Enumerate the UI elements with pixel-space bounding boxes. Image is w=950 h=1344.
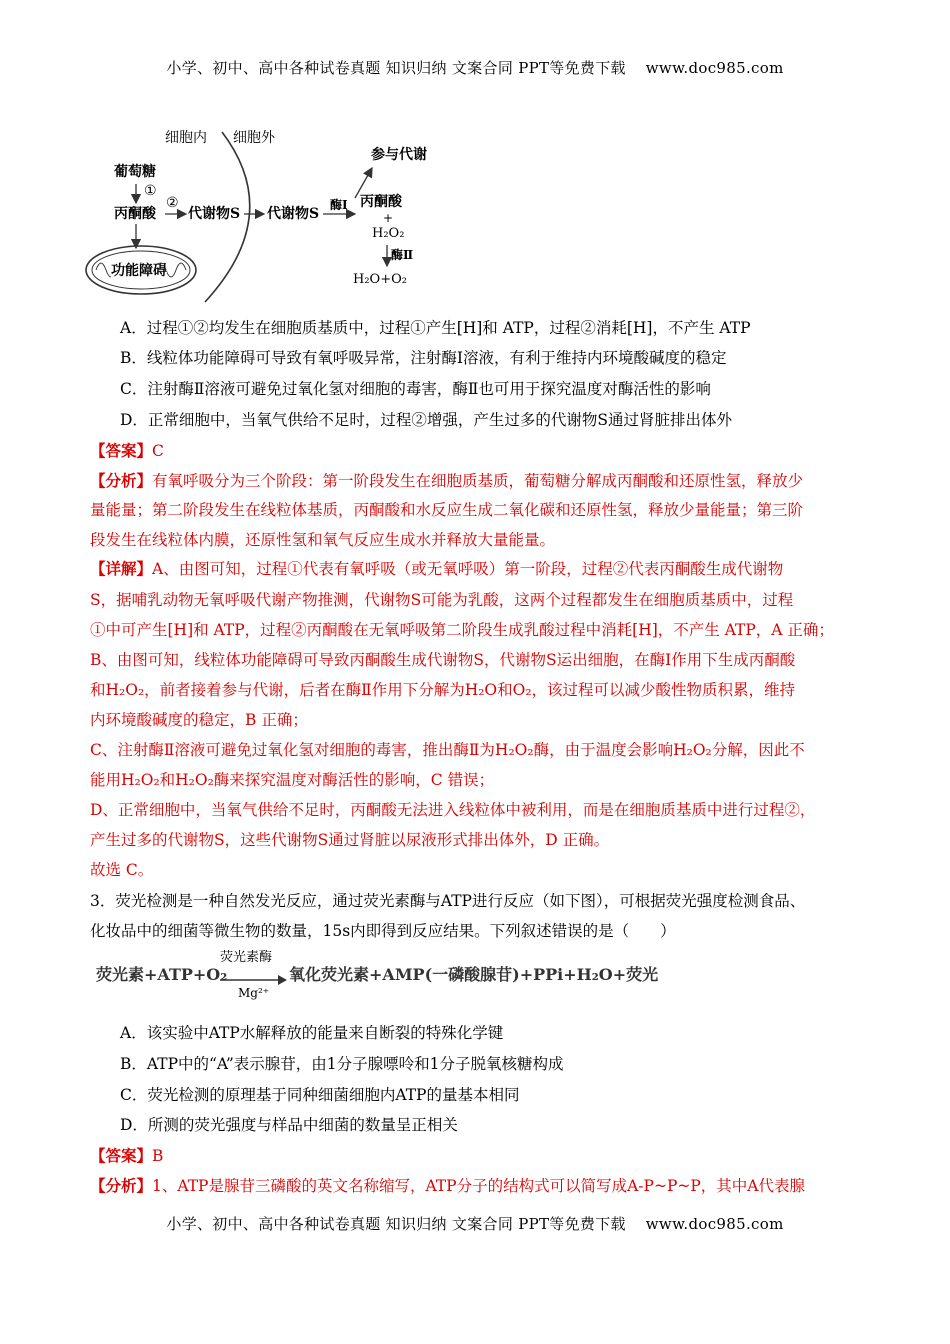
label-metabolite-out: 代谢物S [267, 206, 320, 222]
label-inside: 细胞内 [165, 130, 207, 146]
label-h2o2: H₂O₂ [372, 226, 405, 241]
label-plus: + [383, 211, 394, 225]
q2-detail-line: D、正常细胞中，当氧气供给不足时，丙酮酸无法进入线粒体中被利用，而是在细胞质基质中进行过程②， [90, 801, 816, 819]
label-products: H₂O+O₂ [353, 272, 407, 287]
q3-stem-line: 化妆品中的细菌等微生物的数量，15s内即得到反应结果。下列叙述错误的是（ ） [90, 922, 676, 940]
q2-option-a: A．过程①②均发生在细胞质基质中，过程①产生[H]和 ATP，过程②消耗[H]，不产生 ATP [120, 319, 751, 337]
q2-detail-line: C、注射酶Ⅱ溶液可避免过氧化氢对细胞的毒害，推出酶Ⅱ为H₂O₂酶，由于温度会影响H₂O₂分解，因此不 [90, 741, 805, 759]
label-metabolite-in: 代谢物S [188, 206, 241, 222]
q3-option-b: B．ATP中的“A”表示腺苷，由1分子腺嘌呤和1分子脱氧核糖构成 [120, 1055, 564, 1073]
q2-option-c: C．注射酶Ⅱ溶液可避免过氧化氢对细胞的毒害，酶Ⅱ也可用于探究温度对酶活性的影响 [120, 380, 711, 398]
label-glucose: 葡萄糖 [114, 164, 156, 180]
analysis-tag: 【分析】 [90, 471, 153, 490]
label-outside: 细胞外 [233, 130, 275, 146]
q2-analysis-line: 量能量；第二阶段发生在线粒体基质，丙酮酸和水反应生成二氧化碳和还原性氢，释放少量能量；第三阶 [90, 501, 804, 519]
answer-value: C [152, 442, 164, 460]
answer-value: B [152, 1147, 164, 1165]
equation-left: 荧光素+ATP+O₂ [96, 965, 228, 984]
label-step2: ② [166, 195, 179, 211]
footer-text: 小学、初中、高中各种试卷真题 知识归纳 文案合同 PPT等免费下载 [166, 1215, 626, 1233]
q2-detail-line: B、由图可知，线粒体功能障碍可导致丙酮酸生成代谢物S，代谢物S运出细胞，在酶Ⅰ作用下生成丙酮酸 [90, 651, 796, 669]
q3-analysis-line: 【分析】1、ATP是腺苷三磷酸的英文名称缩写，ATP分子的结构式可以简写成A-P~P~P，其中A代表腺 [90, 1176, 805, 1195]
label-pyruvate-right: 丙酮酸 [360, 194, 402, 210]
analysis-tag: 【分析】 [90, 1176, 153, 1195]
q2-detail-line: 产生过多的代谢物S，这些代谢物S通过肾脏以尿液形式排出体外，D 正确。 [90, 831, 610, 849]
header-site[interactable]: www.doc985.com [645, 59, 784, 77]
equation-enzyme: 荧光素酶 [220, 950, 273, 965]
q2-detail-line: ①中可产生[H]和 ATP，过程②丙酮酸在无氧呼吸第二阶段生成乳酸过程中消耗[H]，不产生 ATP，A 正确； [90, 621, 834, 639]
label-metabolism: 参与代谢 [371, 147, 427, 163]
label-enzyme1: 酶Ⅰ [330, 198, 348, 212]
q2-detail-line: 和H₂O₂，前者接着参与代谢，后者在酶Ⅱ作用下分解为H₂O和O₂，该过程可以减少酸性物质积累，维持 [90, 681, 796, 699]
q3-option-c: C．荧光检测的原理基于同种细菌细胞内ATP的量基本相同 [120, 1086, 520, 1104]
q3-option-d: D．所测的荧光强度与样品中细菌的数量呈正相关 [120, 1116, 458, 1134]
q3-answer [90, 1145, 870, 1167]
label-step1: ① [144, 183, 157, 199]
q3-stem-line: 3．荧光检测是一种自然发光反应，通过荧光素酶与ATP进行反应（如下图），可根据荧光强度检测食品、 [90, 892, 806, 910]
header-text: 小学、初中、高中各种试卷真题 知识归纳 文案合同 PPT等免费下载 [166, 59, 626, 77]
equation-cofactor: Mg²⁺ [238, 986, 270, 1000]
equation-right: 氧化荧光素+AMP(一磷酸腺苷)+PPi+H₂O+荧光 [289, 965, 659, 984]
q2-option-b: B．线粒体功能障碍可导致有氧呼吸异常，注射酶Ⅰ溶液，有利于维持内环境酸碱度的稳定 [120, 349, 727, 367]
q2-detail-line: 内环境酸碱度的稳定，B 正确； [90, 711, 308, 729]
page-footer [0, 1213, 950, 1234]
q2-analysis-line: 【分析】有氧呼吸分为三个阶段：第一阶段发生在细胞质基质，葡萄糖分解成丙酮酸和还原性氢，释放少 [90, 471, 804, 490]
footer-site[interactable]: www.doc985.com [645, 1215, 784, 1233]
q2-option-d: D．正常细胞中，当氧气供给不足时，过程②增强，产生过多的代谢物S通过肾脏排出体外 [120, 411, 733, 429]
answer-tag: 【答案】 [90, 441, 153, 460]
detail-tag: 【详解】 [90, 559, 153, 578]
q2-answer [90, 440, 870, 462]
q2-detail-line: S，据哺乳动物无氧呼吸代谢产物推测，代谢物S可能为乳酸，这两个过程都发生在细胞质基质中，过程 [90, 591, 794, 609]
label-mito: 功能障碍 [111, 263, 167, 279]
q2-detail-line: 故选 C。 [90, 861, 154, 879]
label-pyruvate-left: 丙酮酸 [114, 206, 156, 222]
q2-analysis-line: 段发生在线粒体内膜，还原性氢和氧气反应生成水并释放大量能量。 [90, 531, 556, 549]
q2-detail-line: 能用H₂O₂和H₂O₂酶来探究温度对酶活性的影响，C 错误； [90, 771, 495, 789]
label-enzyme2: 酶Ⅱ [391, 248, 414, 262]
answer-tag: 【答案】 [90, 1146, 153, 1165]
q3-option-a: A．该实验中ATP水解释放的能量来自断裂的特殊化学键 [120, 1024, 504, 1042]
q2-detail-line: 【详解】A、由图可知，过程①代表有氧呼吸（或无氧呼吸）第一阶段，过程②代表丙酮酸生成代谢物 [90, 559, 784, 578]
